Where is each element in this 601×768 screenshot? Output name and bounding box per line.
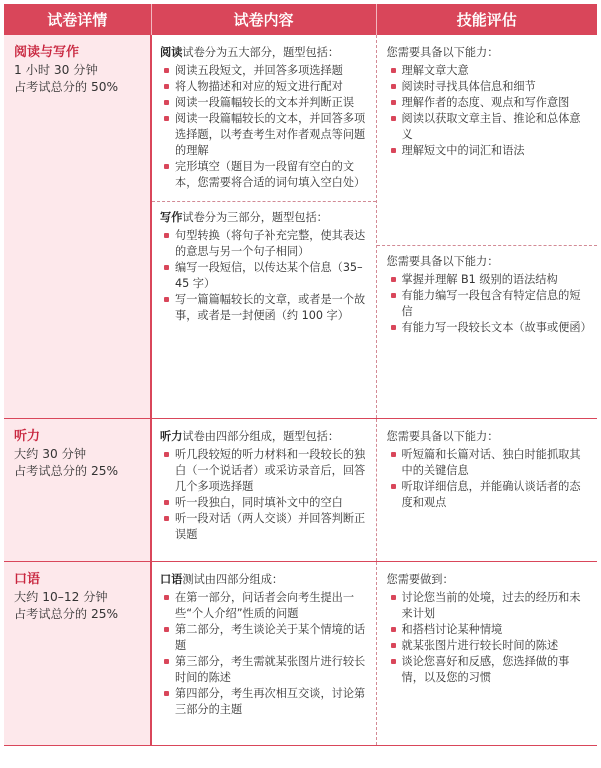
reading-writing-content	[151, 35, 376, 418]
section-weight: 占考试总分的 50%	[14, 80, 119, 94]
writing-task-list	[160, 228, 370, 324]
section-duration: 大约 30 分钟	[14, 446, 87, 461]
reading-skills-list	[387, 63, 592, 159]
list-item: 掌握并理解 B1 级别的语法结构	[387, 272, 592, 288]
list-item: 就某张图片进行较长时间的陈述	[387, 638, 592, 654]
skills-intro: 您需要具备以下能力：	[386, 46, 499, 59]
listening-task-list	[160, 447, 370, 543]
list-item: 听短篇和长篇对话、独白时能抓取其中的关键信息	[387, 447, 592, 479]
list-item: 第四部分，考生再次相互交谈，讨论第三部分的主题	[160, 686, 370, 718]
row-reading-writing	[4, 35, 597, 418]
list-item: 和搭档讨论某种情境	[387, 622, 592, 638]
listening-details	[4, 418, 151, 561]
table-header-row	[4, 4, 597, 35]
section-weight: 占考试总分的 25%	[14, 463, 119, 478]
header-skills-assessment: 技能评估	[376, 4, 597, 35]
listening-skills	[376, 418, 597, 561]
listening-content	[151, 418, 376, 561]
dashed-divider	[377, 245, 598, 246]
list-item: 在第一部分，问话者会向考生提出一些“个人介绍”性质的问题	[160, 590, 370, 622]
list-item: 第二部分，考生谈论关于某个情境的话题	[160, 622, 370, 654]
list-item: 句型转换（将句子补充完整，使其表达的意思与另一个句子相同）	[160, 228, 370, 260]
listening-skills-list	[387, 447, 592, 511]
list-item: 将人物描述和对应的短文进行配对	[160, 79, 370, 95]
list-item: 有能力写一段较长文本（故事或便函）	[387, 320, 592, 336]
list-item: 阅读一段篇幅较长的文本，并回答多项选择题，以考查考生对作者观点等问题的理解	[160, 111, 370, 159]
row-listening	[4, 418, 597, 561]
list-item: 听一段对话（两人交谈）并回答判断正误题	[160, 511, 370, 543]
writing-intro	[160, 210, 370, 226]
writing-intro-text: 试卷分为三部分，题型包括：	[182, 211, 328, 224]
reading-writing-details	[4, 35, 151, 418]
speaking-intro	[160, 572, 370, 588]
speaking-intro-text: 测试由四部分组成：	[182, 572, 284, 586]
list-item: 阅读时寻找具体信息和细节	[387, 79, 592, 95]
list-item: 听几段较短的听力材料和一段较长的独白（一个说话者）或采访录音后，回答几个多项选择题	[160, 447, 370, 495]
section-title: 听力	[14, 428, 41, 444]
speaking-intro-bold: 口语	[160, 572, 183, 586]
speaking-task-list	[160, 590, 370, 718]
section-duration: 1 小时 30 分钟	[14, 63, 98, 77]
list-item: 有能力编写一段包含有特定信息的短信	[387, 288, 592, 320]
row-speaking	[4, 561, 597, 745]
reading-intro-bold: 阅读	[160, 46, 183, 59]
list-item: 谈论您喜好和反感，您选择做的事情，以及您的习惯	[387, 654, 592, 686]
list-item: 理解短文中的词汇和语法	[387, 143, 592, 159]
speaking-skills-list	[387, 590, 592, 686]
reading-intro	[160, 45, 370, 61]
writing-intro-bold: 写作	[160, 211, 183, 224]
section-weight: 占考试总分的 25%	[14, 606, 119, 621]
header-exam-content: 试卷内容	[151, 4, 376, 35]
section-title: 口语	[14, 571, 41, 587]
writing-skills-list	[387, 272, 592, 336]
listening-intro-bold: 听力	[160, 429, 183, 443]
list-item: 阅读一段篇幅较长的文本并判断正误	[160, 95, 370, 111]
list-item: 讨论您当前的处境，过去的经历和未来计划	[387, 590, 592, 622]
list-item: 第三部分，考生需就某张图片进行较长时间的陈述	[160, 654, 370, 686]
dashed-divider	[152, 201, 376, 202]
section-duration: 大约 10–12 分钟	[14, 589, 108, 604]
list-item: 阅读五段短文，并回答多项选择题	[160, 63, 370, 79]
skills-intro: 您需要具备以下能力：	[386, 255, 499, 268]
speaking-details	[4, 561, 151, 745]
skills-intro: 您需要具备以下能力：	[386, 429, 499, 443]
exam-details-table	[4, 4, 597, 746]
list-item: 理解文章大意	[387, 63, 592, 79]
speaking-content	[151, 561, 376, 745]
listening-intro-text: 试卷由四部分组成，题型包括：	[182, 429, 340, 443]
exam-table-wrapper	[4, 4, 597, 764]
header-exam-details: 试卷详情	[4, 4, 151, 35]
skills-intro: 您需要做到：	[386, 572, 454, 586]
list-item: 理解作者的态度、观点和写作意图	[387, 95, 592, 111]
reading-writing-skills	[376, 35, 597, 418]
reading-task-list	[160, 63, 370, 191]
section-title: 阅读与写作	[14, 45, 80, 60]
list-item: 阅读以获取文章主旨、推论和总体意义	[387, 111, 592, 143]
list-item: 写一篇篇幅较长的文章，或者是一个故事，或者是一封便函（约 100 字）	[160, 292, 370, 324]
speaking-skills	[376, 561, 597, 745]
list-item: 听取详细信息，并能确认谈话者的态度和观点	[387, 479, 592, 511]
list-item: 听一段独白，同时填补文中的空白	[160, 495, 370, 511]
list-item: 编写一段短信，以传达某个信息（35–45 字）	[160, 260, 370, 292]
list-item: 完形填空（题目为一段留有空白的文本，您需要将合适的词句填入空白处）	[160, 159, 370, 191]
listening-intro	[160, 429, 370, 445]
reading-intro-text: 试卷分为五大部分，题型包括：	[182, 46, 340, 59]
